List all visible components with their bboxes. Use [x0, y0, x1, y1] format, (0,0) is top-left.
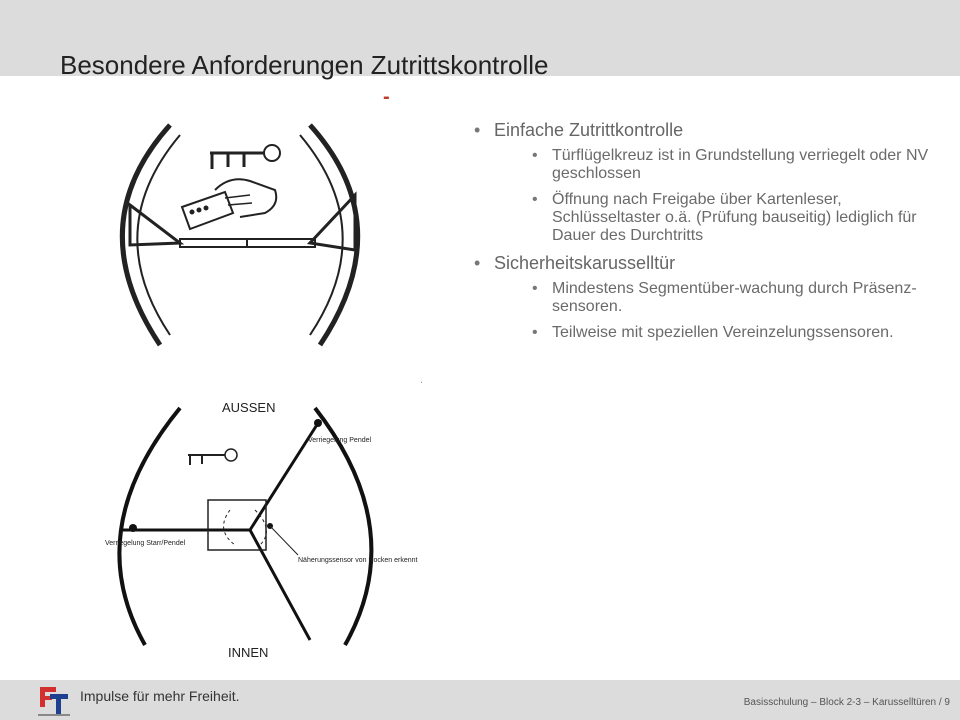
- bullet-2: • Sicherheitskarusselltür: [470, 253, 930, 274]
- slide-title: Besondere Anforderungen Zutrittskontrolle: [60, 50, 549, 80]
- red-mark: -: [383, 86, 390, 108]
- right-wing: [310, 195, 355, 250]
- footer-info: Basisschulung – Block 2-3 – Karusselltüren / 9: [743, 697, 950, 708]
- key-icon: [210, 145, 280, 169]
- company-logo-icon: [36, 684, 72, 718]
- label-sensor: Näherungssensor von Nocken erkennt: [298, 557, 418, 564]
- label-lock-pendel: Verriegelung Pendel: [308, 437, 372, 444]
- bullet-1-sub-2: • Öffnung nach Freigabe über Kartenleser, Schlüsseltaster o.ä. (Prüfung bauseitig) lediglich für Dauer des Durchtritts: [470, 191, 930, 245]
- hand-card-icon: [182, 179, 276, 229]
- top-door-diagram: [100, 95, 400, 375]
- key-icon: [188, 449, 237, 465]
- label-lock-starr: Verriegelung Starr/Pendel: [105, 540, 186, 547]
- bullet-2-sub-1: • Mindestens Segmentüber-wachung durch Präsenz-sensoren.: [470, 280, 930, 316]
- label-innen: INNEN: [228, 645, 269, 660]
- bottom-door-diagram: [100, 390, 420, 675]
- small-dot: .: [420, 375, 423, 386]
- left-arc: [119, 408, 180, 645]
- bullet-1: • Einfache Zutrittkontrolle: [470, 120, 930, 141]
- footer-slogan: Impulse für mehr Freiheit.: [80, 688, 240, 704]
- bullet-content: [470, 120, 930, 350]
- bullet-2-sub-2: • Teilweise mit speziellen Vereinzelungssensoren.: [470, 324, 930, 342]
- label-aussen: AUSSEN: [222, 400, 276, 415]
- bullet-1-sub-1: • Türflügelkreuz ist in Grundstellung verriegelt oder NV geschlossen: [470, 147, 930, 183]
